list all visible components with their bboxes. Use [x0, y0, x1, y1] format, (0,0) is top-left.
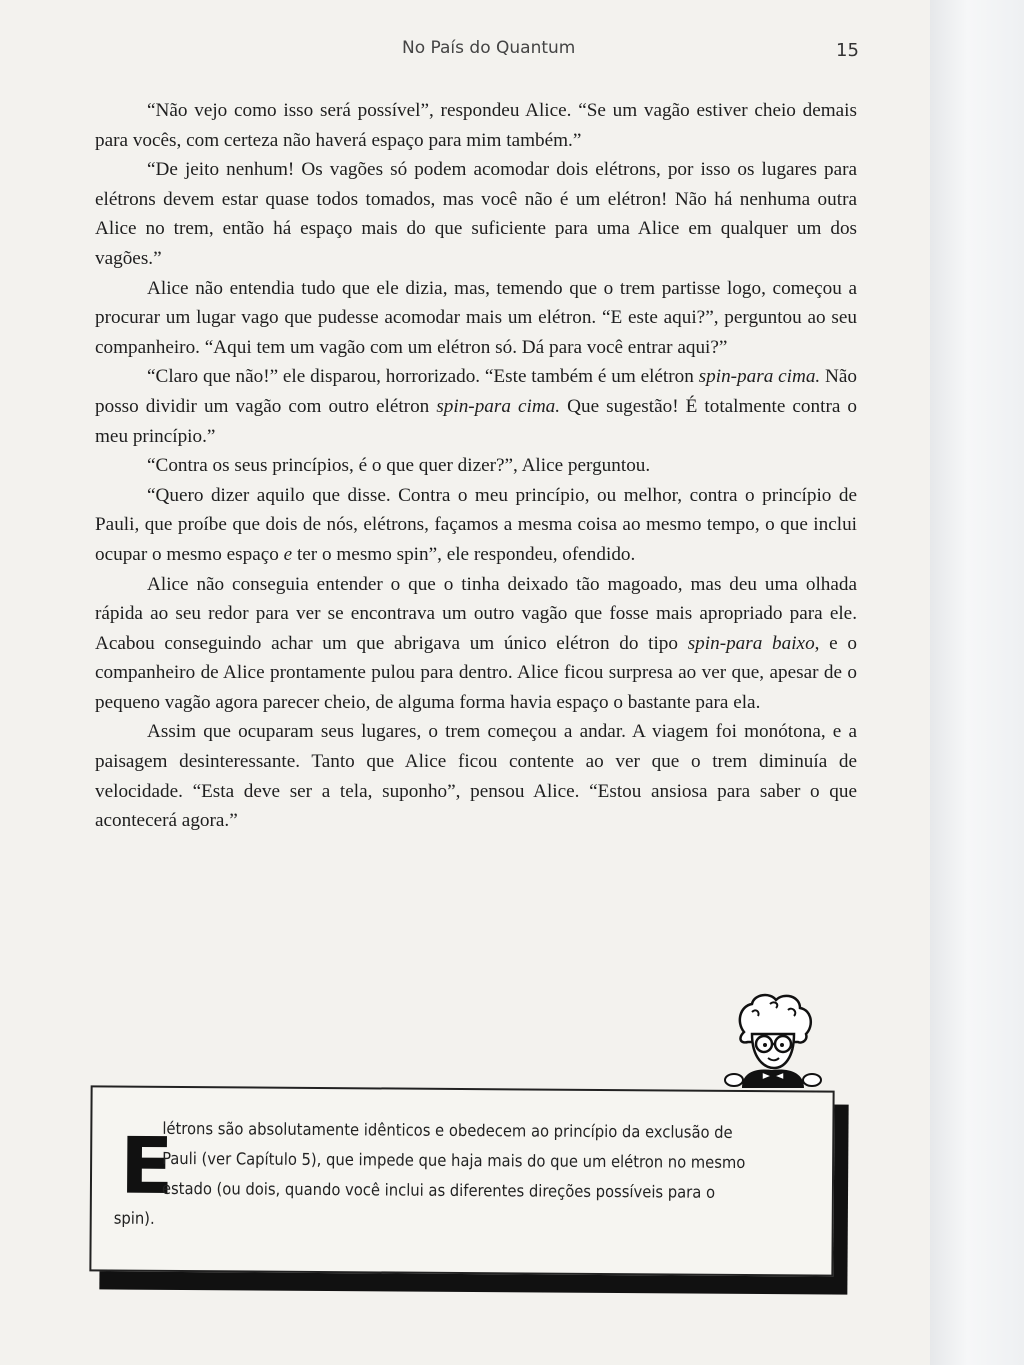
note-line: Pauli (ver Capítulo 5), que impede que haja mais do que um elétron no mesmo: [162, 1148, 746, 1172]
professor-cartoon-icon: [722, 992, 822, 1088]
paragraph-text: “De jeito nenhum! Os vagões só podem acomodar dois elétrons, por isso os lugares para elétrons devem estar quase todos tomados, mas você não é um elétron! Não há nenhuma outra Alice no trem, então há espaço mais do que suficiente para uma Alice em qualquer um dos vagões.”: [95, 159, 857, 269]
note-line: estado (ou dois, quando você inclui as diferentes direções possíveis para o: [161, 1178, 716, 1202]
paragraph: [95, 481, 857, 570]
page-number: 15: [836, 40, 859, 61]
note-line: spin).: [113, 1208, 155, 1228]
paragraph-text: Alice não conseguia entender o que o tinha deixado tão magoado, mas deu uma olhada rápida ao seu redor para ver se encontrava um outro vagão que fosse mais apropriado para ele. Acabou conseguindo achar um que abrigava um único elétron do tipo: [95, 573, 857, 654]
paragraph-text: Que sugestão! É totalmente contra o meu princípio.”: [95, 395, 857, 447]
paragraph: [95, 451, 857, 481]
drop-cap: E: [119, 1121, 174, 1212]
italic-term: spin-para baixo: [687, 632, 815, 654]
note-box: [89, 1085, 834, 1276]
paragraph: [95, 570, 857, 718]
paragraph: [95, 96, 857, 155]
paragraph-text: Assim que ocuparam seus lugares, o trem começou a andar. A viagem foi monótona, e a paisagem desinteressante. Tanto que Alice ficou contente ao ver que o trem diminuía de velocidade. “Esta deve ser a tela, suponho”, pensou Alice. “Estou ansiosa para saber o que acontecerá agora.”: [95, 721, 857, 832]
paragraph-text: Alice não entendia tudo que ele dizia, mas, temendo que o trem partisse logo, começou a procurar um lugar vago que pudesse acomodar mais um elétron. “E este aqui?”, perguntou ao seu companheiro. “Aqui tem um vagão com um elétron só. Dá para você entrar aqui?”: [95, 277, 857, 358]
paragraph-text: “Quero dizer aquilo que disse. Contra o meu princípio, ou melhor, contra o princípio de Pauli, que proíbe que dois de nós, elétrons, façamos a mesma coisa ao mesmo tempo, o que inclui ocupar o mesmo espaço: [95, 484, 857, 565]
running-title: No País do Quantum: [402, 38, 576, 58]
italic-term: spin-para cima.: [436, 395, 561, 417]
note-text: [114, 1114, 813, 1239]
body-text: [95, 96, 857, 836]
paragraph: [95, 362, 857, 451]
paragraph-text: “Claro que não!” ele disparou, horrorizado. “Este também é um elétron: [147, 366, 699, 388]
paragraph-text: Não posso dividir um vagão com outro elétron: [95, 366, 858, 417]
paragraph-text: “Não vejo como isso será possível”, respondeu Alice. “Se um vagão estiver cheio demais para vocês, com certeza não haverá espaço para mim também.”: [95, 100, 857, 151]
paragraph: [95, 717, 857, 835]
paragraph-text: “Contra os seus princípios, é o que quer dizer?”, Alice perguntou.: [147, 455, 651, 477]
italic-term: e: [283, 543, 293, 565]
paragraph: [95, 274, 857, 363]
paragraph-text: , e o companheiro de Alice prontamente pulou para dentro. Alice ficou surpresa ao ver que, apesar de o pequeno vagão agora parecer cheio, de alguma forma havia espaço o bastante para ela.: [95, 632, 857, 713]
paragraph: [95, 155, 857, 273]
paragraph-text: ter o mesmo spin”, ele respondeu, ofendido.: [292, 543, 636, 565]
background-surface: [930, 0, 1024, 1365]
note-line: létrons são absolutamente idênticos e obedecem ao princípio da exclusão de: [162, 1118, 733, 1142]
italic-term: spin-para cima.: [698, 366, 821, 388]
